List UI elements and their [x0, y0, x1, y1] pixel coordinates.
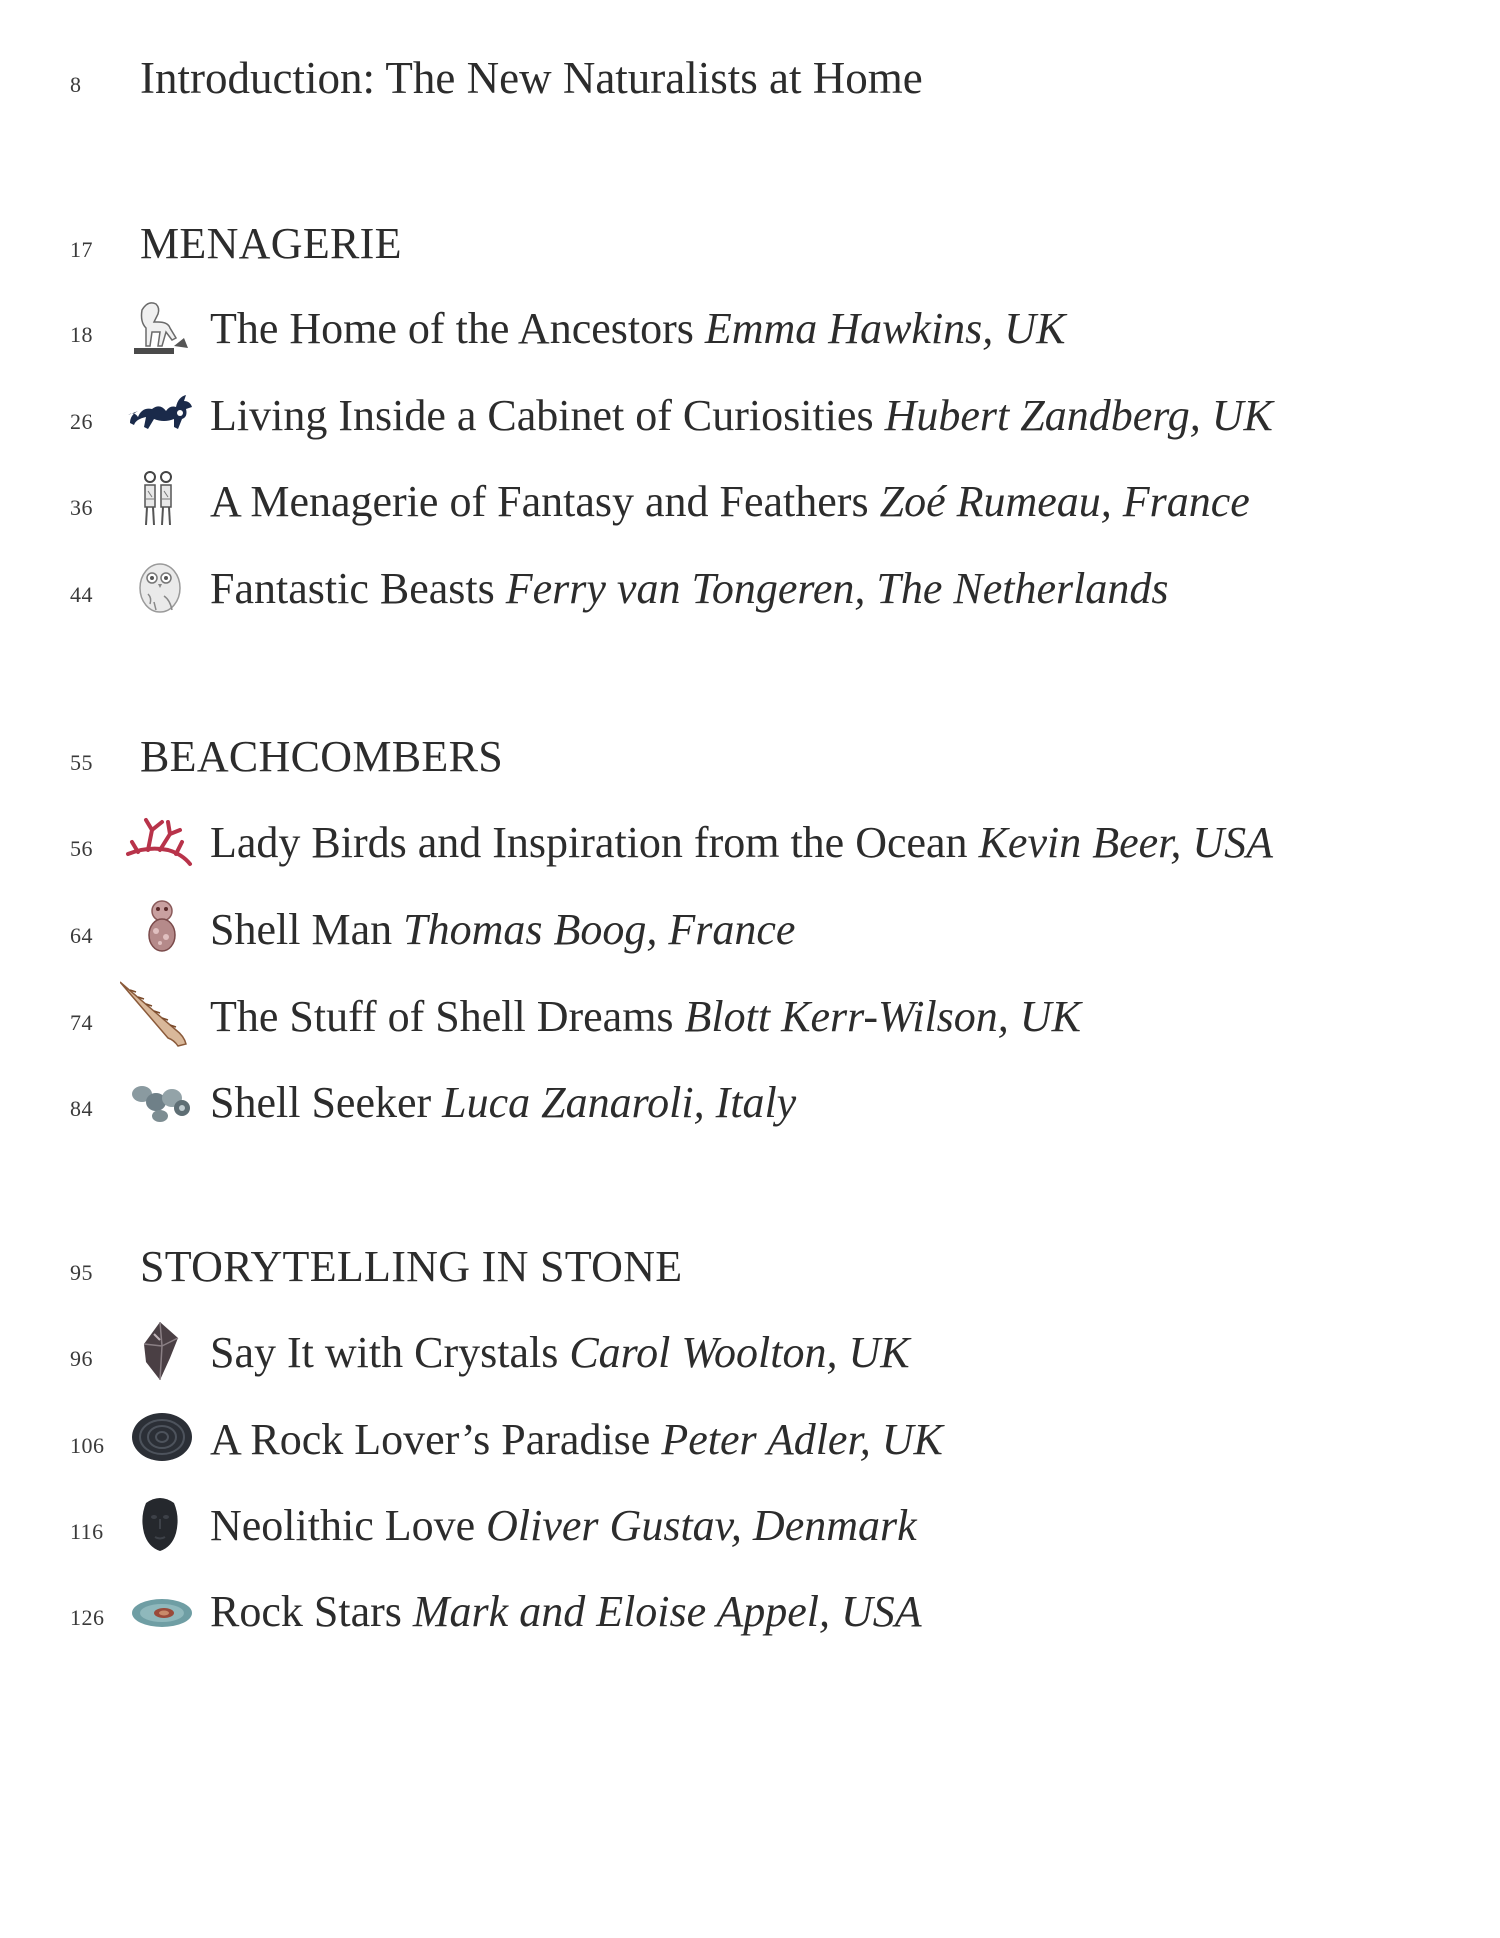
- page-number: 44: [70, 582, 93, 607]
- chapter-title: Fantastic Beasts Ferry van Tongeren, The Netherlands: [210, 564, 1169, 613]
- page-number: 95: [70, 1260, 93, 1285]
- horse-figurine-icon: [120, 290, 200, 362]
- toc-entry[interactable]: [0, 300, 1500, 360]
- author: Carol Woolton, UK: [569, 1328, 910, 1377]
- chapter-title: A Menagerie of Fantasy and Feathers Zoé Rumeau, France: [210, 477, 1250, 526]
- page-number: 36: [70, 495, 93, 520]
- author: Thomas Boog, France: [403, 905, 796, 954]
- page-number: 84: [70, 1096, 93, 1121]
- page-number: 18: [70, 322, 93, 347]
- toc-entry[interactable]: [0, 1411, 1500, 1471]
- toc-entry[interactable]: [0, 387, 1500, 447]
- chapter-title: Introduction: The New Naturalists at Home: [140, 53, 923, 103]
- author: Blott Kerr-Wilson, UK: [684, 992, 1081, 1041]
- toc-section-menagerie[interactable]: [0, 215, 1500, 275]
- page-number: 17: [70, 237, 93, 262]
- author: Luca Zanaroli, Italy: [442, 1078, 797, 1127]
- author: Kevin Beer, USA: [978, 818, 1274, 867]
- section-title: MENAGERIE: [140, 219, 402, 268]
- author: Mark and Eloise Appel, USA: [412, 1587, 922, 1636]
- antlered-skull-icon: [120, 377, 200, 449]
- toc-section-beachcombers[interactable]: [0, 728, 1500, 788]
- chapter-title: A Rock Lover’s Paradise Peter Adler, UK: [210, 1415, 943, 1464]
- author: Emma Hawkins, UK: [704, 304, 1066, 353]
- page-number: 106: [70, 1433, 105, 1458]
- page-number: 116: [70, 1519, 104, 1544]
- page-number: 64: [70, 923, 93, 948]
- page-number: 55: [70, 750, 93, 775]
- toc-introduction[interactable]: [0, 50, 1500, 110]
- author: Peter Adler, UK: [661, 1415, 943, 1464]
- chapter-title: The Stuff of Shell Dreams Blott Kerr-Wilson, UK: [210, 992, 1081, 1041]
- toc-entry[interactable]: [0, 1324, 1500, 1384]
- chapter-title: Shell Seeker Luca Zanaroli, Italy: [210, 1078, 797, 1127]
- author: Hubert Zandberg, UK: [884, 391, 1273, 440]
- chapter-title: Neolithic Love Oliver Gustav, Denmark: [210, 1501, 917, 1550]
- red-coral-icon: [120, 804, 200, 876]
- toc-entry[interactable]: [0, 1583, 1500, 1643]
- chapter-title: Say It with Crystals Carol Woolton, UK: [210, 1328, 910, 1377]
- auger-shell-icon: [120, 978, 200, 1050]
- owl-icon: [120, 550, 200, 622]
- chapter-title: Living Inside a Cabinet of Curiosities Hubert Zandberg, UK: [210, 391, 1273, 440]
- grey-shells-icon: [120, 1064, 200, 1136]
- toc-entry[interactable]: [0, 988, 1500, 1048]
- toc-entry[interactable]: [0, 473, 1500, 533]
- toc-entry[interactable]: [0, 1497, 1500, 1557]
- shell-figure-icon: [120, 891, 200, 963]
- page-number: 26: [70, 409, 93, 434]
- toc-section-storytelling-in-stone[interactable]: [0, 1238, 1500, 1298]
- page-number: 96: [70, 1346, 93, 1371]
- chapter-title: Shell Man Thomas Boog, France: [210, 905, 796, 954]
- author: Oliver Gustav, Denmark: [486, 1501, 917, 1550]
- author: Ferry van Tongeren, The Netherlands: [505, 564, 1169, 613]
- toc-entry[interactable]: [0, 814, 1500, 874]
- stone-head-icon: [120, 1487, 200, 1559]
- chapter-title: Lady Birds and Inspiration from the Ocean Kevin Beer, USA: [210, 818, 1274, 867]
- ammonite-icon: [120, 1401, 200, 1473]
- chapter-title: Rock Stars Mark and Eloise Appel, USA: [210, 1587, 922, 1636]
- page-number: 126: [70, 1605, 105, 1630]
- agate-icon: [120, 1573, 200, 1645]
- author: Zoé Rumeau, France: [879, 477, 1250, 526]
- toc-entry[interactable]: [0, 901, 1500, 961]
- section-title: STORYTELLING IN STONE: [140, 1242, 683, 1291]
- toc-entry[interactable]: [0, 560, 1500, 620]
- page-number: 74: [70, 1010, 93, 1035]
- crystal-icon: [120, 1314, 200, 1386]
- section-title: BEACHCOMBERS: [140, 732, 504, 781]
- chapter-title: The Home of the Ancestors Emma Hawkins, UK: [210, 304, 1066, 353]
- paper-figures-icon: [120, 463, 200, 535]
- toc-entry[interactable]: [0, 1074, 1500, 1134]
- page-number: 56: [70, 836, 93, 861]
- page-number: 8: [70, 72, 82, 97]
